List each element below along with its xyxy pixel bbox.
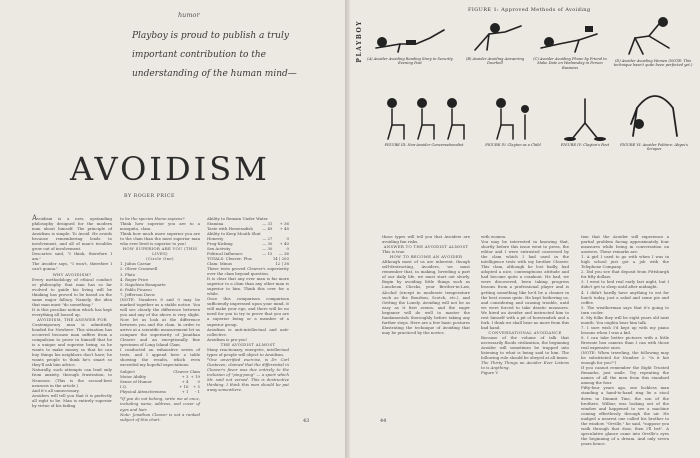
subhead: HOW SUPERIOR ARE YOU (THIS LIVES) <box>122 246 198 257</box>
paragraph: Descartes said, "I think, therefore I am." <box>32 251 112 262</box>
table-cell: Ability to Keep Mouth Shut <box>207 231 261 236</box>
subhead: ANSWER TO THE AVOIDIST ALMOST <box>383 244 469 250</box>
table-cell: + 16 <box>179 384 189 390</box>
table-cell: 0 <box>286 246 289 251</box>
byline: BY ROGER PRICE <box>124 194 176 199</box>
paragraph: Because of the volume of talk that necessarily floods civilization, the beginning Avoider will sometimes be trapped into listening to what is being said to him. The following rule should be obeyed at all times: <box>481 334 569 361</box>
paragraph: to be the species Homo sapiens? <box>120 216 185 221</box>
magazine-name: PLAYBOY <box>356 20 363 63</box>
table-cell: Motor Ability <box>120 374 147 380</box>
subhead: THE AVOIDIST ALMOST <box>220 341 276 347</box>
table-header-cell: Clam <box>189 369 200 375</box>
table-cell: 0 <box>197 379 200 385</box>
list-item: 7. I sure wish I'd kept up with my piano lessons when I was a kid. <box>581 324 669 335</box>
footnote: *If you do not belong, write me at once, including name, address, and cover of eyes and hair. <box>120 396 200 412</box>
paragraph: This is true. <box>382 249 406 255</box>
subhead: AVOIDISM, THE ANSWER FOR <box>37 316 107 322</box>
table-cell: TOTALS: Cleaver: Plus <box>207 256 252 261</box>
table-cell: I.Q. <box>120 384 128 390</box>
table-cell: Clam: Minus <box>207 261 233 266</box>
caption-iii: FIGURE III: Non-Avoider Conversationalist <box>384 143 464 147</box>
table-cell: + 48 <box>279 226 289 231</box>
table-cell: — 27 <box>262 236 273 241</box>
table-cell: Honesty <box>207 236 224 241</box>
paragraph: Naturally, such attempts can lead only from anxiety, through frustration, to Neurosis. (This is the second-best neurosis in the article.) <box>32 367 112 388</box>
paragraph: Think how superior you are to a mosquito, clam. <box>120 221 200 232</box>
table-cell: 12 | 38 <box>275 261 289 266</box>
figure-iv-illustration <box>485 95 541 141</box>
table-cell: Sex Activity <box>207 246 231 251</box>
table-cell: — 49 <box>262 226 273 231</box>
list-item: 1. A girl I used to go with when I was in high school just got a job with the Telephone Company. <box>581 254 669 270</box>
list-item: 7. Jefferson Davis <box>120 291 155 297</box>
caption-c: (C) Avoider Avoiding Phone by Friend to Make Date on Wednesday in Person Business <box>533 57 607 70</box>
list-item: 5. Napoleon Bonaparte <box>120 281 166 287</box>
table-cell: — 30 <box>262 241 273 246</box>
paragraph: Once this comparison comparison sufficiently impressed upon your mind, it will make your ego, and there will be no need for you to try to prove that you are a superior being or a member of a superior group. <box>207 296 289 327</box>
table-header-cell: Cleaver <box>173 369 189 375</box>
list-item: 6. My folks they will be eight years old next month. You oughta hear him talk. <box>581 314 669 325</box>
column-1 <box>32 216 112 408</box>
article-title: AVOIDISM <box>70 150 270 188</box>
footnote: Note: Jonathan Cleaver is not a ranked subject of this chart. <box>120 411 200 422</box>
table-cell: Stamina <box>207 221 224 226</box>
paragraph: Avoidism is anti-intellectual and anti-collective. <box>207 326 289 337</box>
paragraph: I conducted an exhaustive series of tests, and I append here a table showing the results, which even exceeded my hopeful expectations: <box>120 347 200 368</box>
paragraph: If you cannot remember the Eight Trusted Remarks, just smile. Try repeating the names of all the men from this standard among the four. <box>581 365 669 386</box>
table-cell: Frog-Kicking <box>207 241 233 246</box>
table-cell: 0 <box>286 236 289 241</box>
paragraph: Many reactionary, energetic, intellectual types of people will object to Avoidism. <box>207 346 289 357</box>
paragraph: It is this peculiar notion which has kept everything all loused up. <box>32 306 112 317</box>
table-row <box>120 389 200 394</box>
figure-a-illustration <box>370 22 450 56</box>
right-column-1 <box>382 234 470 335</box>
right-page <box>350 0 700 458</box>
table-cell: — 31 <box>262 221 273 226</box>
table-cell: — 30 <box>262 246 273 251</box>
results-table <box>207 216 289 266</box>
table-cell: - 1 <box>194 389 200 395</box>
paragraph: voidism is a new, upstanding philosophy designed for the modern man about himself. The principle of Avoidism is simple: To Avoid. He avoids because remembering leads to involvement, and all of man's troubles grow out of involvement. <box>32 216 112 252</box>
paragraph: (Circle One) <box>146 256 174 262</box>
caption-d: (D) Avoider Avoiding Women (NOTE: This technique hasn't quite been perfected yet.) <box>613 59 693 68</box>
comparison-table <box>120 369 200 394</box>
table-title: Ability to Remain Under Water <box>207 216 268 221</box>
paragraph: (NOTE: Numbers 8 and 9 may be marked together as a stable notice. You will see clearly the difference between you and any of the above is very slight. Now let us look at the difference between you and the clam. In order to arrive at a scientific measurement let us compare the superiority of Jonathan Cleaver and an exceptionally fine specimen of Long Island Clam. <box>120 296 200 348</box>
figure-title: FIGURE 1: Approved Methods of Avoiding <box>468 7 591 13</box>
table-cell: + 3 <box>181 374 189 380</box>
subhead: WHY AVOIDISM? <box>52 271 92 277</box>
column-3 <box>207 216 289 392</box>
list-item: 8. I can take better pictures with a little Brownie box camera than I can with those real expensive ones. <box>581 334 669 351</box>
table-cell: Physical Attractiveness <box>120 389 166 395</box>
paragraph: These tests proved Cleaver's superiority over the clam beyond question. <box>207 266 289 277</box>
paragraph: Contemporary man is admittedly headed for Nowhere. This situation has occurred because man suffers from a compulsion to prove to himself that he is a unique and superior being; so he wants to make money so that he can buy things his neighbors don't have; he wants people to think he's smart so they'll ask him advice. <box>32 321 112 368</box>
footnote: *One unverified exercise, is Dr. Carl Gustaven, claimed that the differential in Cleaver's favor was due entirely to the inclusion of "ping-pong" — a sport which Mr. said not versed. This is destructive thinking. I think this man should be put away somewhere. <box>207 356 289 393</box>
paragraph: The Avoider says, "I won't, therefore I can't gonna." <box>32 261 112 272</box>
column-2 <box>120 216 200 422</box>
left-page <box>0 0 345 458</box>
figure-b-illustration <box>465 20 535 56</box>
section-kicker: humor <box>178 11 200 19</box>
caption-iv: FIGURE IV: Clayton as a Child <box>485 143 541 147</box>
paragraph: Every methodology of ethical conduct or philosophy that man has so far evolved to guide his living will be thinking has proved to be based on the same major fallacy. Namely, the idea that man must "do something." <box>32 276 112 307</box>
table-cell: Sense of Humor <box>120 379 152 385</box>
caption-b: (B) Avoider Avoiding Answering Doorbell <box>465 57 525 66</box>
paragraph: tion that the Avoider will experience a partial problem facing approximately four measures while being in conversation on answers. These remarks are: <box>581 234 669 255</box>
table-cell: + 4 <box>181 379 189 385</box>
figure-vi-illustration <box>625 78 685 140</box>
figure-iii-illustration <box>380 95 470 141</box>
subhead: CONVERSATIONAL AVOIDANCE <box>488 329 562 335</box>
paragraph: Fifty-four years ago, one luckless man standing a hand-to-hand ring lie a stool down in Dimmit Tine, the son of the brothers. Wilbur, was looking out of the window and happened to see a machine coming effortlessly through the air. He nudged a nearest one called his brother to the window. "Orville," he said, "suppose you walk through that door, then I'll bet". A speculative glance came into Orville's eyes the beginning of a dream. And only seven years hence. <box>581 385 669 446</box>
paragraph: And it's all unnecessary. <box>32 387 80 393</box>
list-item: 6. Pablo Picasso <box>120 286 152 292</box>
right-column-2 <box>481 234 569 375</box>
figure-d-illustration <box>615 14 685 58</box>
paragraph: with women. <box>481 234 507 239</box>
figure-c-illustration <box>535 20 605 56</box>
table-header-cell: Subject <box>120 369 135 375</box>
table-cell: Taste with Horseradish <box>207 226 253 231</box>
page-number: 44 <box>380 418 387 424</box>
paragraph: The Thirty Things an Avoider Ever Listens to is Anything. <box>481 360 569 371</box>
subhead: HOW TO BECOME AN AVOIDER <box>389 254 463 260</box>
table-cell: + 40 <box>279 241 289 246</box>
paragraph: You may be interested in knowing that, shortly before this issue went to press, the editor and I were entrusted conversed by the clam which I had used in the intelligence tests with my brother Cleaver. This clam, although he lost badly, had adopted a nice, contemptuous attitude and had become quite a crankout. He had, we were discovered, been taking progress lessons from a professional player and is getting something like he'd be a cleaner in the best rooms quite. He kept bothering us, and considering and causing trouble, until we were forced to take drastic measures. We hired an Avoider and instructed him to rest himself with a pit of horseradish and a fork. I think we shall hear no more from this bad hand. <box>481 239 569 330</box>
paragraph: Although most of us are inherent, though self-destructing, Avoiders, we must remember that, in making, breeding a part of our daily life, we must start out slowly. Begin by avoiding little things such as Luncheon Checks, your Brother-in-Law, Alcohol (except in moderate temperature such as the Bourbon, Scotch, etc.), and Getting the Lonely. Avoiding will not be as easy as it first seems, and the eager beginner will do well to master the fundamentals thoroughly before taking any further steps. Here are a few basic postures illustrating the technique of Avoiding that may be practiced by the novice. <box>382 259 470 335</box>
paragraph: Think how much more superior you are to the clam than the most superior man who ever lived is superior to you! <box>120 231 200 247</box>
list-item: 2. Did you see that deposit from Pittsburgh for fifty dollars. <box>581 269 669 280</box>
caption-a: (A) Avoider Avoiding Reading Story in Security Evening Post <box>367 57 453 66</box>
right-column-3 <box>581 234 669 446</box>
paragraph: (NOTE: When traveling, the following may be substituted for Number 2: "Is it hot enough for you?") <box>581 350 669 366</box>
table-cell: Political Influence <box>207 251 243 256</box>
table-cell: — 36 <box>278 251 289 256</box>
figure-v-illustration <box>560 95 610 141</box>
list-item: 2. Oliver Cromwell <box>120 266 158 272</box>
table-cell: 14 | 200 <box>272 256 289 261</box>
list-item: 3. Plato <box>120 271 136 277</box>
caption-vi: FIGURE VI: Avoider Politure: Abyss's Scrapes <box>620 143 688 152</box>
table-cell: + 1 <box>181 389 189 395</box>
paragraph: those types will tell you that Avoiders are avoiding fun risks. <box>382 234 470 245</box>
list-item: 3. I went to bed real early last night, but I didn't get to sleep until after midnight. <box>581 279 669 290</box>
list-item: 4. Roger Price <box>120 276 149 282</box>
page-number: 43 <box>303 418 310 424</box>
list-item: 5. The weatherman says that it's going to turn cooler. <box>581 304 669 315</box>
table-cell: — 15 <box>262 251 273 256</box>
list-item: 1. Julius Caesar <box>120 261 152 267</box>
paragraph: Figure V <box>481 370 499 376</box>
list-item: 4. I didn't hardly have anything to eat for lunch today, just a salad and some pie and coffee. <box>581 289 669 305</box>
table-cell: + 19 <box>190 374 200 380</box>
paragraph: It is clear that any ever man is far more superior to a clam than any other man is superior to him. Think this over for a while. <box>207 276 289 297</box>
table-cell: + 5 <box>193 384 200 390</box>
paragraph: Avoidism is pro-you! <box>207 336 248 342</box>
caption-v: FIGURE IV: Clayton's Feet <box>560 143 610 147</box>
table-cell: + 36 <box>279 221 289 226</box>
intro-text: Playboy is proud to publish a truly important contribution to the understanding of the human mind— <box>132 31 297 79</box>
paragraph: Avoiders will tell you that it is perfectly all right to be. Man is entirely superior by virtue of his failing <box>32 392 112 408</box>
drop-cap: A <box>32 214 38 222</box>
